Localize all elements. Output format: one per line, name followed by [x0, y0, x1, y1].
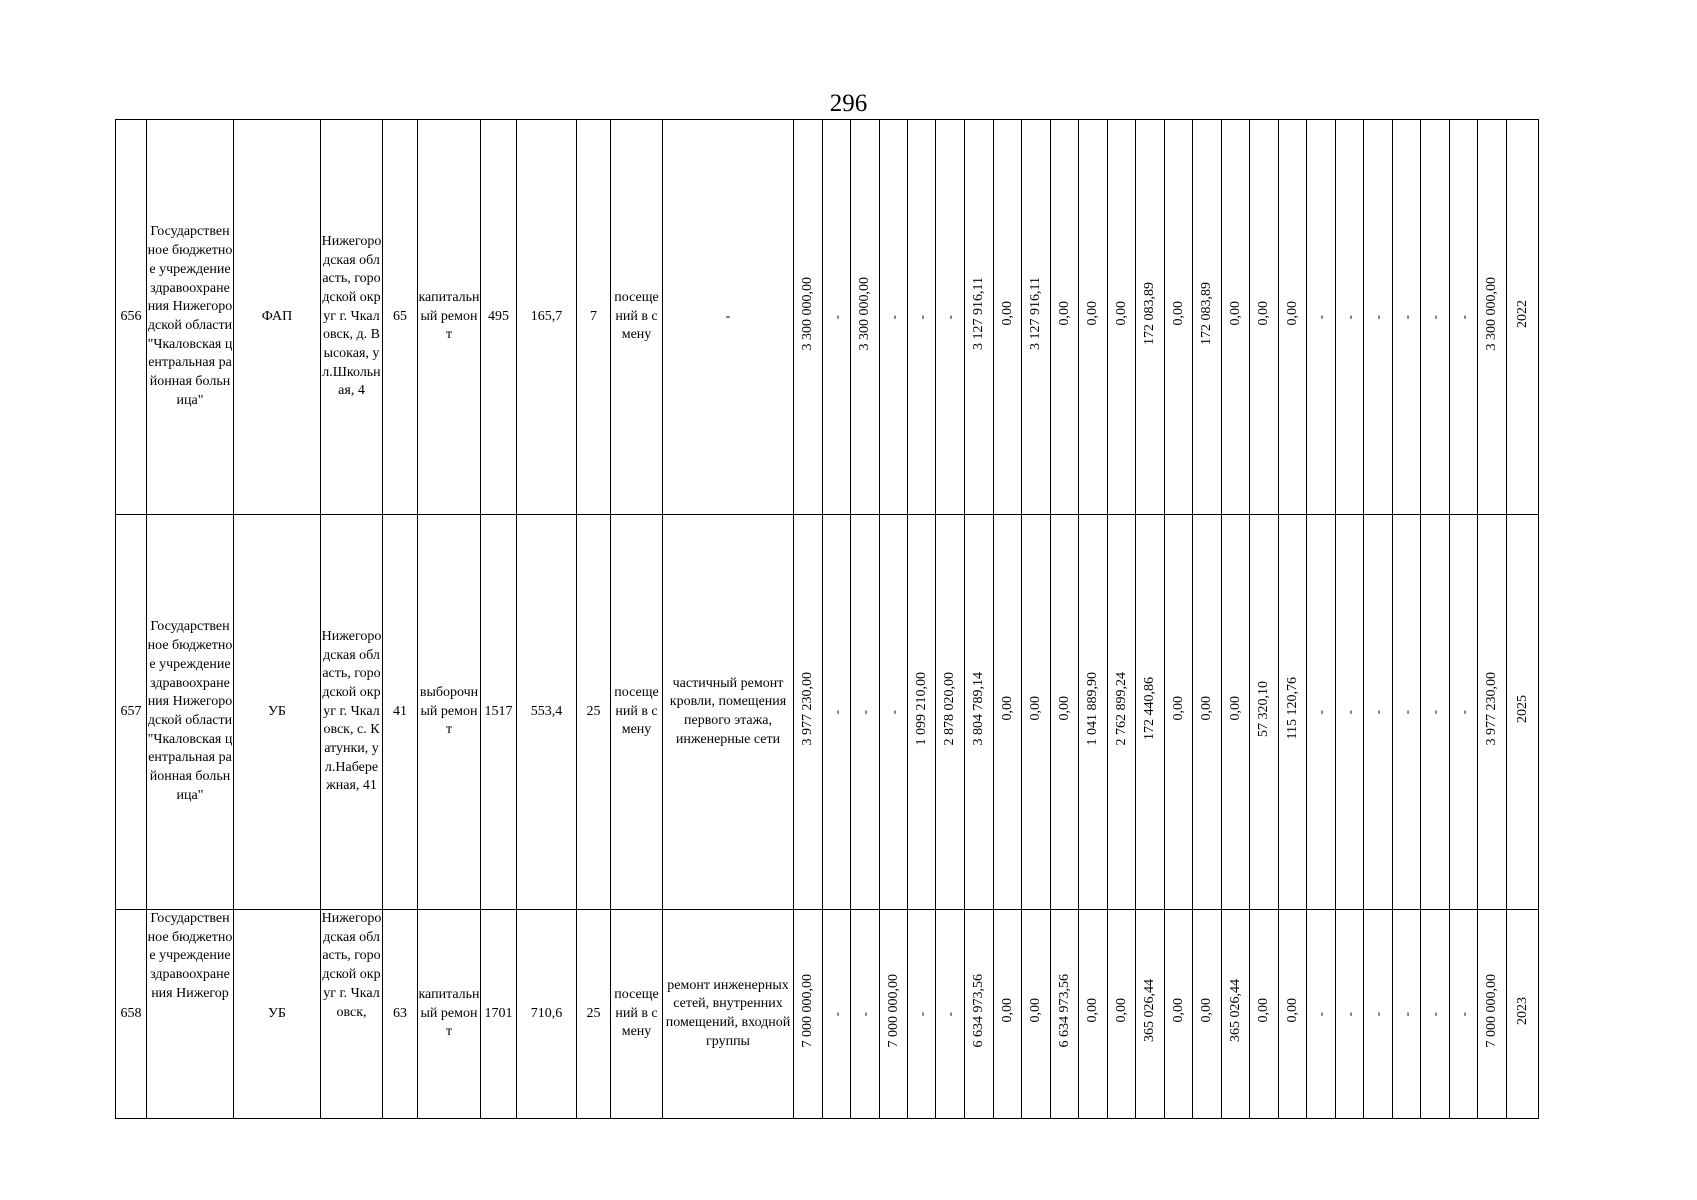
- amount-cell: 0,00: [999, 998, 1015, 1023]
- year-cell: 2025: [1514, 694, 1530, 723]
- code-2: 1517: [484, 703, 513, 719]
- amount-cell: 2 878 020,00: [942, 671, 957, 746]
- amount-cell: -: [942, 315, 957, 320]
- code-2: 1701: [484, 1005, 513, 1021]
- amount-cell: 3 300 000,00: [800, 276, 815, 351]
- amount-cell: -: [1398, 1012, 1414, 1017]
- amount-cell: 172 083,89: [1142, 282, 1157, 346]
- amount-cell: -: [1455, 710, 1471, 715]
- row-number: 657: [120, 703, 142, 719]
- capacity-unit: посещений в смену: [614, 986, 659, 1040]
- amount-cell: -: [1313, 315, 1328, 320]
- amount-cell: -: [885, 710, 901, 715]
- amount-cell: 3 804 789,14: [971, 671, 986, 746]
- object-type: ФАП: [261, 308, 293, 324]
- amount-cell: 365 026,44: [1227, 979, 1243, 1043]
- amount-cell: 3 300 000,00: [857, 276, 872, 351]
- amount-cell: 7 000 000,00: [800, 973, 815, 1048]
- capacity-unit: посещений в смену: [614, 684, 659, 738]
- amount-cell: -: [1313, 1012, 1328, 1017]
- code-3: 25: [586, 1005, 601, 1021]
- area: 165,7: [530, 308, 563, 324]
- amount-cell: 0,00: [1056, 696, 1072, 721]
- amount-cell: -: [1427, 1012, 1442, 1017]
- table-row: [116, 515, 1539, 910]
- work-description: частичный ремонт кровли, помещения первого этажа, инженерные сети: [669, 675, 787, 747]
- amount-cell: -: [913, 315, 929, 320]
- amount-cell: 0,00: [999, 696, 1015, 721]
- amount-cell: 0,00: [1113, 998, 1129, 1023]
- code-3: 7: [590, 308, 597, 324]
- amount-cell: 0,00: [1284, 998, 1300, 1023]
- amount-cell: 3 127 916,11: [1028, 277, 1043, 351]
- object-address: Нижегородская область, городской округ г. Чкаловск, с. Катунки, ул.Набережная, 41: [321, 628, 382, 794]
- object-address: Нижегородская область, городской округ г. Чкаловск,: [321, 911, 382, 1020]
- amount-cell: 6 634 973,56: [1056, 973, 1072, 1048]
- amount-cell: -: [857, 1012, 872, 1017]
- year-cell: 2023: [1514, 996, 1530, 1025]
- amount-cell: -: [1427, 315, 1442, 320]
- capacity-unit: посещений в смену: [614, 289, 659, 343]
- amount-cell: -: [828, 1012, 844, 1017]
- amount-cell: -: [1427, 710, 1442, 715]
- amount-cell: -: [1455, 315, 1471, 320]
- amount-cell: -: [1398, 710, 1414, 715]
- amount-cell: 7 000 000,00: [885, 973, 901, 1048]
- amount-cell: -: [1398, 315, 1414, 320]
- object-type: УБ: [268, 1005, 286, 1021]
- amount-cell: -: [1370, 710, 1385, 715]
- amount-cell: 0,00: [1085, 998, 1100, 1023]
- amount-cell: -: [942, 1012, 957, 1017]
- code-3: 25: [586, 703, 601, 719]
- area: 553,4: [530, 703, 563, 719]
- amount-cell: 0,00: [1256, 998, 1271, 1023]
- amount-cell: 3 977 230,00: [1484, 671, 1499, 746]
- table-row: [116, 120, 1539, 515]
- code-2: 495: [488, 308, 509, 324]
- code-1: 41: [393, 703, 407, 719]
- amount-cell: 0,00: [1085, 301, 1100, 326]
- amount-cell: 3 127 916,11: [971, 277, 986, 351]
- amount-cell: -: [828, 710, 844, 715]
- amount-cell: -: [828, 315, 844, 320]
- amount-cell: 0,00: [1028, 696, 1043, 721]
- amount-cell: 0,00: [1284, 301, 1300, 326]
- amount-cell: 0,00: [1113, 301, 1129, 326]
- year-cell: 2022: [1514, 299, 1530, 328]
- amount-cell: 0,00: [1199, 696, 1214, 721]
- institution-name: Государственное бюджетное учреждение здравоохранения Нижегородской области "Чкаловская центральная районная больница": [147, 619, 233, 803]
- institution-name: Государственное бюджетное учреждение здравоохранения Нижегор: [147, 911, 233, 1001]
- amount-cell: -: [1341, 1012, 1357, 1017]
- register-table: [115, 119, 1539, 1119]
- amount-cell: 0,00: [1170, 696, 1186, 721]
- amount-cell: 0,00: [1227, 696, 1243, 721]
- work-description: ремонт инженерных сетей, внутренних помещений, входной группы: [665, 977, 791, 1049]
- area: 710,6: [530, 1005, 563, 1021]
- amount-cell: 0,00: [1170, 998, 1186, 1023]
- object-address: Нижегородская область, городской округ г. Чкаловск, д. Высокая, ул.Школьная, 4: [321, 233, 382, 399]
- amount-cell: 3 300 000,00: [1484, 276, 1499, 351]
- amount-cell: -: [1313, 710, 1328, 715]
- amount-cell: 0,00: [1256, 301, 1271, 326]
- amount-cell: 3 977 230,00: [800, 671, 815, 746]
- amount-cell: 2 762 899,24: [1113, 671, 1129, 746]
- amount-cell: 115 120,76: [1284, 677, 1300, 740]
- table-row: [116, 910, 1539, 1119]
- amount-cell: 172 440,86: [1142, 677, 1157, 741]
- amount-cell: -: [885, 315, 901, 320]
- amount-cell: -: [1341, 315, 1357, 320]
- amount-cell: 1 041 889,90: [1085, 671, 1100, 746]
- amount-cell: -: [1370, 315, 1385, 320]
- amount-cell: 0,00: [999, 301, 1015, 326]
- amount-cell: 0,00: [1199, 998, 1214, 1023]
- amount-cell: 172 083,89: [1199, 282, 1214, 346]
- work-type: капитальный ремонт: [418, 289, 480, 343]
- object-type: УБ: [268, 703, 286, 719]
- code-1: 65: [393, 308, 407, 324]
- work-type: капитальный ремонт: [418, 986, 480, 1040]
- row-number: 656: [120, 308, 142, 324]
- amount-cell: -: [1455, 1012, 1471, 1017]
- amount-cell: 57 320,10: [1256, 680, 1271, 737]
- page-number: 296: [829, 90, 868, 117]
- amount-cell: 1 099 210,00: [913, 671, 929, 746]
- amount-cell: 0,00: [1227, 301, 1243, 326]
- amount-cell: 365 026,44: [1142, 979, 1157, 1043]
- amount-cell: -: [1341, 710, 1357, 715]
- amount-cell: -: [857, 710, 872, 715]
- amount-cell: 0,00: [1170, 301, 1186, 326]
- code-1: 63: [393, 1005, 407, 1021]
- amount-cell: -: [913, 1012, 929, 1017]
- amount-cell: 6 634 973,56: [971, 973, 986, 1048]
- row-number: 658: [120, 1005, 142, 1021]
- work-description: -: [725, 308, 731, 324]
- amount-cell: 0,00: [1056, 301, 1072, 326]
- amount-cell: 0,00: [1028, 998, 1043, 1023]
- amount-cell: 7 000 000,00: [1484, 973, 1499, 1048]
- institution-name: Государственное бюджетное учреждение здравоохранения Нижегородской области "Чкаловская центральная районная больница": [147, 224, 233, 408]
- work-type: выборочный ремонт: [419, 684, 479, 738]
- amount-cell: -: [1370, 1012, 1385, 1017]
